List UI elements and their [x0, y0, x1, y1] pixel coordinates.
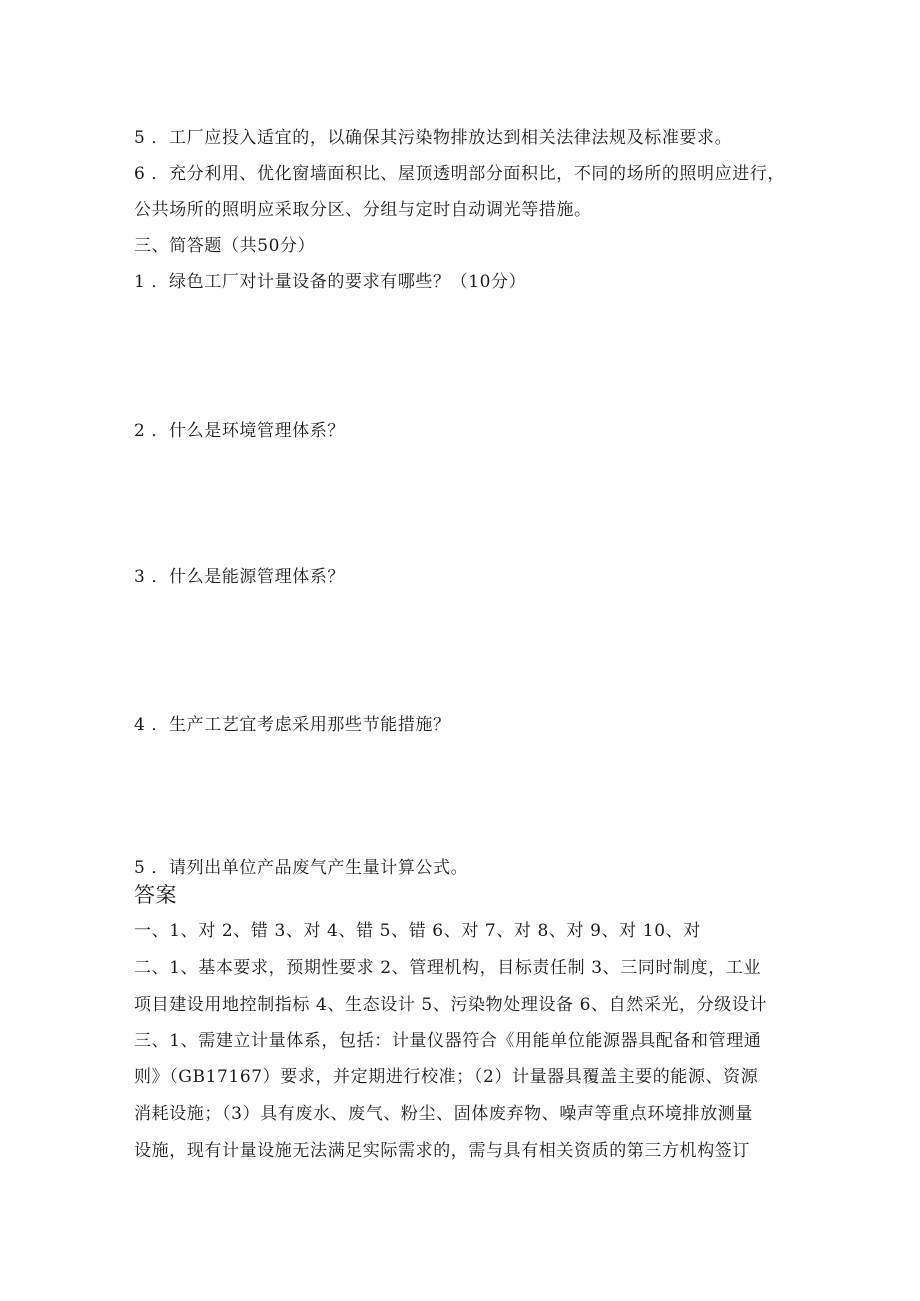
answers-part3-line3: 消耗设施；（3）具有废水、废气、粉尘、固体废弃物、噪声等重点环境排放测量 — [134, 1104, 753, 1124]
fill-blank-q6-line1: 6 ．充分利用、优化窗墙面积比、屋顶透明部分面积比，不同的场所的照明应进行， — [134, 164, 786, 184]
section-title-short-answer: 三、简答题（共50分） — [134, 236, 316, 256]
short-answer-q4: 4 ．生产工艺宜考虑采用那些节能措施？ — [134, 715, 451, 735]
answers-part3-line4: 设施，现有计量设施无法满足实际需求的，需与具有相关资质的第三方机构签订 — [134, 1141, 750, 1161]
answers-part2-line1: 二、1、基本要求，预期性要求 2、管理机构，目标责任制 3、三同时制度，工业 — [134, 958, 762, 978]
short-answer-q2: 2 ．什么是环境管理体系？ — [134, 421, 346, 441]
answers-part2-line2: 项目建设用地控制指标 4、生态设计 5、污染物处理设备 6、自然采光，分级设计 — [134, 995, 768, 1015]
answers-heading: 答案 — [134, 883, 177, 907]
short-answer-q5: 5 ．请列出单位产品废气产生量计算公式。 — [134, 858, 469, 878]
short-answer-q3: 3 ．什么是能源管理体系？ — [134, 567, 346, 587]
fill-blank-q6-line2: 公共场所的照明应采取分区、分组与定时自动调光等措施。 — [134, 200, 592, 220]
answers-part3-line1: 三、1、需建立计量体系，包括：计量仪器符合《用能单位能源器具配备和管理通 — [134, 1031, 762, 1051]
fill-blank-q5: 5 ．工厂应投入适宜的，以确保其污染物排放达到相关法律法规及标准要求。 — [134, 128, 733, 148]
answers-part1: 一、1、对 2、错 3、对 4、错 5、错 6、对 7、对 8、对 9、对 10、对 — [134, 921, 701, 941]
answers-part3-line2: 则》（GB17167）要求，并定期进行校准；（2）计量器具覆盖主要的能源、资源 — [134, 1067, 759, 1087]
short-answer-q1: 1 ．绿色工厂对计量设备的要求有哪些？（10分） — [134, 272, 527, 292]
